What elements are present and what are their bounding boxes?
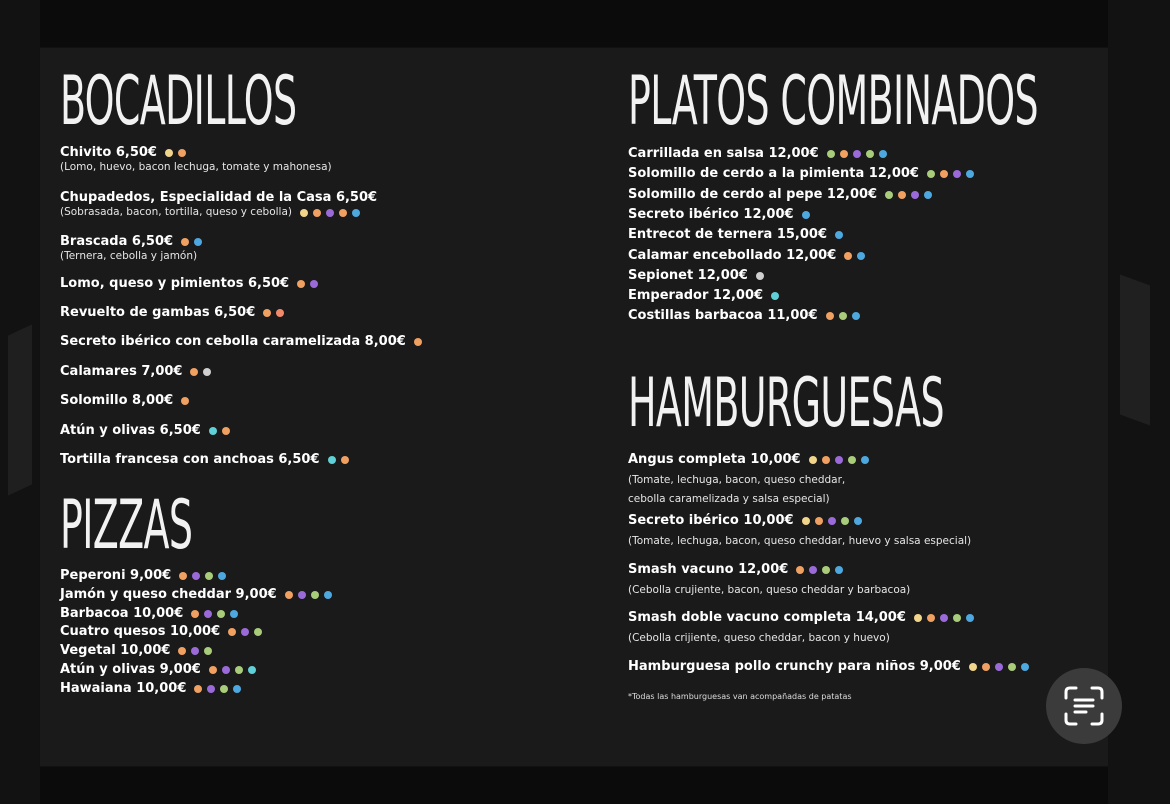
allergen-dot-purple xyxy=(940,614,948,622)
item-description: (Tomate, lechuga, bacon, queso cheddar, xyxy=(628,474,846,486)
menu-item xyxy=(60,643,212,659)
allergen-dot-yellow xyxy=(809,456,817,464)
menu-item xyxy=(628,562,910,597)
allergen-dot-blue xyxy=(852,312,860,320)
item-description: (Ternera, cebolla y jamón) xyxy=(60,250,198,262)
allergen-dot-orange xyxy=(927,614,935,622)
allergen-dot-purple xyxy=(835,456,843,464)
allergen-dot-coral xyxy=(276,309,284,317)
allergen-dot-purple xyxy=(204,610,212,618)
allergen-dot-purple xyxy=(828,517,836,525)
allergen-dot-yellow xyxy=(802,517,810,525)
allergen-dot-orange xyxy=(339,209,347,217)
allergen-dot-purple xyxy=(911,191,919,199)
item-name: Costillas barbacoa 11,00€ xyxy=(628,308,818,324)
allergen-dot-blue xyxy=(854,517,862,525)
item-description: (Lomo, huevo, bacon lechuga, tomate y mahonesa) xyxy=(60,161,332,173)
allergen-dot-teal xyxy=(248,666,256,674)
allergen-dot-blue xyxy=(230,610,238,618)
allergen-dot-blue xyxy=(218,572,226,580)
allergen-dot-green xyxy=(217,610,225,618)
menu-item xyxy=(628,166,974,182)
allergen-dot-green xyxy=(822,566,830,574)
item-description: (Cebolla crujiente, bacon, queso cheddar y barbacoa) xyxy=(628,584,911,596)
item-name: Sepionet 12,00€ xyxy=(628,267,748,283)
menu-item xyxy=(60,190,377,219)
allergen-dot-purple xyxy=(241,628,249,636)
allergen-dot-green xyxy=(866,150,874,158)
item-name: Chupadedos, Especialidad de la Casa 6,50€ xyxy=(60,190,378,205)
background-shard xyxy=(8,324,32,495)
allergen-dot-orange xyxy=(263,309,271,317)
item-name: Hamburguesa pollo crunchy para niños 9,00€ xyxy=(628,659,961,674)
allergen-dot-orange xyxy=(826,312,834,320)
allergen-dot-purple xyxy=(995,663,1003,671)
menu-item xyxy=(628,610,974,645)
allergen-dot-blue xyxy=(924,191,932,199)
allergen-dot-orange xyxy=(191,610,199,618)
item-name: Secreto ibérico con cebolla caramelizada 8,00€ xyxy=(60,334,406,349)
allergen-dot-orange xyxy=(414,338,422,346)
allergen-dot-green xyxy=(848,456,856,464)
item-name: Chivito 6,50€ xyxy=(60,145,157,160)
allergen-dot-orange xyxy=(181,238,189,246)
allergen-dot-blue xyxy=(233,685,241,693)
item-name: Tortilla francesa con anchoas 6,50€ xyxy=(60,452,320,467)
item-name: Secreto ibérico 12,00€ xyxy=(628,206,794,222)
allergen-dot-purple xyxy=(222,666,230,674)
allergen-dot-orange xyxy=(313,209,321,217)
allergen-dot-teal xyxy=(209,427,217,435)
allergen-dot-purple xyxy=(192,572,200,580)
menu-item xyxy=(60,606,238,622)
allergen-dot-orange xyxy=(982,663,990,671)
item-name: Hawaiana 10,00€ xyxy=(60,680,187,696)
menu-item xyxy=(628,248,865,264)
menu-item xyxy=(60,423,230,439)
item-name: Cuatro quesos 10,00€ xyxy=(60,624,221,640)
item-name: Atún y olivas 9,00€ xyxy=(60,662,201,677)
allergen-dot-orange xyxy=(898,191,906,199)
allergen-dot-teal xyxy=(328,456,336,464)
allergen-dot-green xyxy=(927,170,935,178)
menu-item xyxy=(60,305,284,321)
menu-item xyxy=(60,393,189,409)
menu-item xyxy=(628,146,887,162)
menu-item xyxy=(60,234,202,263)
allergen-dot-blue xyxy=(966,614,974,622)
allergen-dot-purple xyxy=(809,566,817,574)
allergen-dot-orange xyxy=(222,427,230,435)
item-description: (Cebolla crijiente, queso cheddar, bacon y huevo) xyxy=(628,632,890,644)
hamburguesas-title: HAMBURGUESAS xyxy=(628,364,944,443)
item-name: Angus completa 10,00€ xyxy=(628,452,801,467)
allergen-dot-green xyxy=(204,647,212,655)
pizzas-title: PIZZAS xyxy=(60,486,193,565)
allergen-dot-green xyxy=(311,591,319,599)
allergen-dot-orange xyxy=(178,647,186,655)
allergen-dot-orange xyxy=(844,252,852,260)
allergen-dot-gray xyxy=(203,368,211,376)
menu-item xyxy=(60,364,211,380)
menu-item xyxy=(628,513,971,548)
allergen-dot-green xyxy=(220,685,228,693)
allergen-dot-orange xyxy=(796,566,804,574)
allergen-dot-blue xyxy=(324,591,332,599)
allergen-dot-purple xyxy=(853,150,861,158)
item-name: Calamares 7,00€ xyxy=(60,364,183,379)
allergen-dot-green xyxy=(827,150,835,158)
allergen-dot-orange xyxy=(178,149,186,157)
menu-item xyxy=(60,624,262,640)
allergen-dot-green xyxy=(254,628,262,636)
item-name: Smash doble vacuno completa 14,00€ xyxy=(628,610,906,625)
menu-item xyxy=(60,452,349,468)
item-name: Barbacoa 10,00€ xyxy=(60,605,184,621)
menu-item xyxy=(60,587,332,603)
hamburguesas-footnote: *Todas las hamburguesas van acompañadas de patatas xyxy=(628,692,852,701)
menu-item xyxy=(628,187,932,203)
allergen-dot-blue xyxy=(857,252,865,260)
allergen-dot-blue xyxy=(835,566,843,574)
allergen-dot-orange xyxy=(341,456,349,464)
allergen-dot-yellow xyxy=(969,663,977,671)
allergen-dot-teal xyxy=(771,292,779,300)
item-name: Peperoni 9,00€ xyxy=(60,568,172,583)
menu-item xyxy=(60,334,422,350)
allergen-dot-purple xyxy=(298,591,306,599)
allergen-dot-purple xyxy=(310,280,318,288)
allergen-dot-orange xyxy=(285,591,293,599)
allergen-dot-orange xyxy=(297,280,305,288)
menu-item xyxy=(628,227,843,243)
bocadillos-title: BOCADILLOS xyxy=(60,62,297,141)
allergen-dot-orange xyxy=(181,397,189,405)
menu-item xyxy=(628,207,810,223)
text-scan-button[interactable] xyxy=(1046,668,1122,744)
item-name: Vegetal 10,00€ xyxy=(60,643,171,659)
scan-text-icon xyxy=(1062,684,1106,728)
background-shard xyxy=(1120,275,1150,426)
item-name: Calamar encebollado 12,00€ xyxy=(628,247,837,263)
allergen-dot-yellow xyxy=(165,149,173,157)
item-name: Smash vacuno 12,00€ xyxy=(628,562,789,577)
allergen-dot-green xyxy=(205,572,213,580)
item-description: (Sobrasada, bacon, tortilla, queso y cebolla) xyxy=(60,206,292,218)
item-name: Lomo, queso y pimientos 6,50€ xyxy=(60,276,290,291)
item-name: Secreto ibérico 10,00€ xyxy=(628,513,794,528)
allergen-dot-purple xyxy=(326,209,334,217)
allergen-dot-green xyxy=(953,614,961,622)
item-name: Brascada 6,50€ xyxy=(60,234,174,249)
allergen-dot-orange xyxy=(190,368,198,376)
item-name: Carrillada en salsa 12,00€ xyxy=(628,146,819,161)
allergen-dot-blue xyxy=(861,456,869,464)
menu-card xyxy=(40,48,1108,766)
allergen-dot-purple xyxy=(191,647,199,655)
allergen-dot-green xyxy=(885,191,893,199)
allergen-dot-purple xyxy=(207,685,215,693)
item-name: Solomillo 8,00€ xyxy=(60,393,174,408)
allergen-dot-orange xyxy=(815,517,823,525)
allergen-dot-gray xyxy=(756,272,764,280)
item-description: cebolla caramelizada y salsa especial) xyxy=(628,493,830,505)
allergen-dot-green xyxy=(1008,663,1016,671)
allergen-dot-blue xyxy=(194,238,202,246)
allergen-dot-blue xyxy=(835,231,843,239)
allergen-dot-blue xyxy=(1021,663,1029,671)
allergen-dot-blue xyxy=(879,150,887,158)
allergen-dot-purple xyxy=(953,170,961,178)
allergen-dot-orange xyxy=(194,685,202,693)
menu-item xyxy=(628,659,1029,675)
menu-item xyxy=(628,452,869,506)
allergen-dot-yellow xyxy=(914,614,922,622)
allergen-dot-orange xyxy=(822,456,830,464)
menu-item xyxy=(60,681,241,697)
allergen-dot-orange xyxy=(940,170,948,178)
allergen-dot-blue xyxy=(802,211,810,219)
allergen-dot-green xyxy=(841,517,849,525)
item-name: Solomillo de cerdo a la pimienta 12,00€ xyxy=(628,166,919,182)
menu-item xyxy=(60,145,332,174)
allergen-dot-orange xyxy=(840,150,848,158)
item-description: (Tomate, lechuga, bacon, queso cheddar, huevo y salsa especial) xyxy=(628,535,972,547)
item-name: Solomillo de cerdo al pepe 12,00€ xyxy=(628,186,878,202)
item-name: Atún y olivas 6,50€ xyxy=(60,423,201,438)
item-name: Emperador 12,00€ xyxy=(628,288,764,304)
allergen-dot-green xyxy=(839,312,847,320)
item-name: Jamón y queso cheddar 9,00€ xyxy=(60,586,277,602)
menu-item xyxy=(60,276,318,292)
menu-item xyxy=(60,568,226,584)
allergen-dot-blue xyxy=(352,209,360,217)
allergen-dot-blue xyxy=(966,170,974,178)
allergen-dot-yellow xyxy=(300,209,308,217)
platos-title: PLATOS COMBINADOS xyxy=(628,62,1038,141)
menu-item xyxy=(628,308,860,324)
menu-item xyxy=(628,288,779,304)
menu-item xyxy=(60,662,256,678)
allergen-dot-orange xyxy=(209,666,217,674)
item-name: Entrecot de ternera 15,00€ xyxy=(628,227,827,243)
allergen-dot-green xyxy=(235,666,243,674)
menu-item xyxy=(628,268,764,284)
item-name: Revuelto de gambas 6,50€ xyxy=(60,305,256,320)
allergen-dot-orange xyxy=(179,572,187,580)
allergen-dot-orange xyxy=(228,628,236,636)
